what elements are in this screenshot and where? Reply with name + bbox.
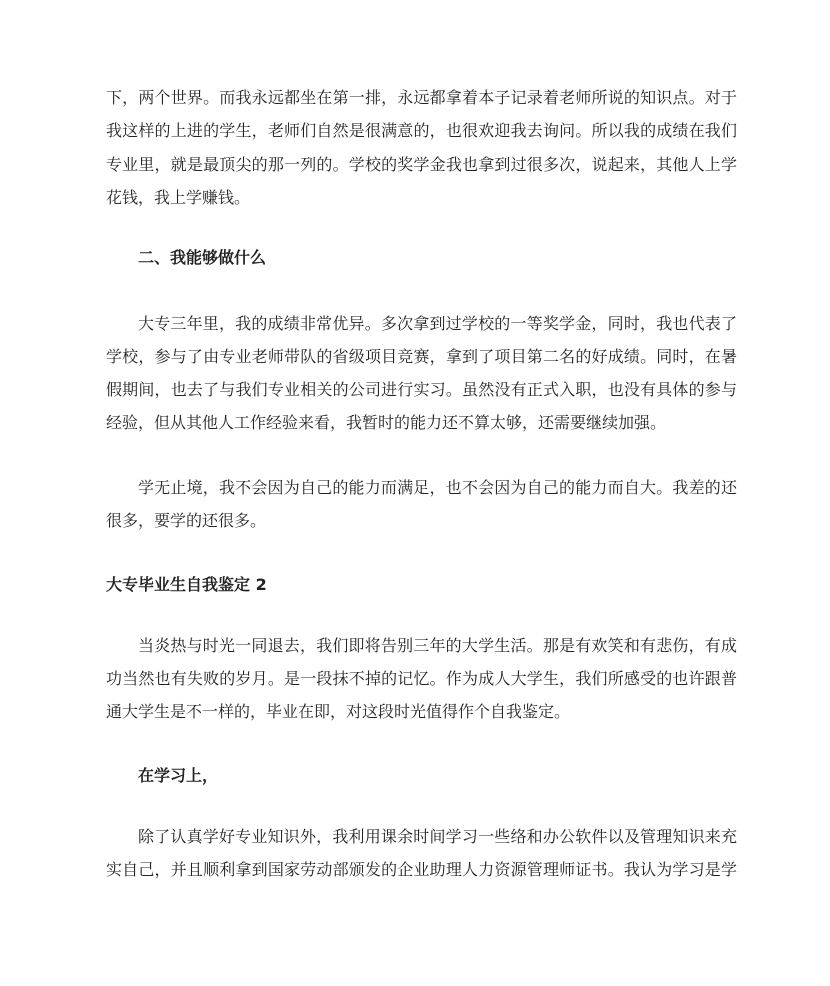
paragraph-line: 通大学生是不一样的，毕业在即，对这段时光值得作个自我鉴定。 xyxy=(106,702,571,721)
paragraph-line: 功当然也有失败的岁月。是一段抹不掉的记忆。作为成人大学生，我们所感受的也许跟普 xyxy=(106,669,737,688)
paragraph-line: 下，两个世界。而我永远都坐在第一排，永远都拿着本子记录着老师所说的知识点。对于 xyxy=(106,88,737,107)
section-heading: 在学习上， xyxy=(138,766,219,785)
paragraph-line: 当炎热与时光一同退去，我们即将告别三年的大学生活。那是有欢笑和有悲伤，有成 xyxy=(138,636,737,655)
paragraph-line: 经验，但从其他人工作经验来看，我暂时的能力还不算太够，还需要继续加强。 xyxy=(106,413,667,432)
paragraph-line: 大专三年里，我的成绩非常优异。多次拿到过学校的一等奖学金，同时，我也代表了 xyxy=(138,314,737,333)
paragraph-line: 实自己，并且顺利拿到国家劳动部颁发的企业助理人力资源管理师证书。我认为学习是学 xyxy=(106,860,737,879)
paragraph-line: 专业里，就是最顶尖的那一列的。学校的奖学金我也拿到过很多次，说起来，其他人上学 xyxy=(106,155,737,174)
paragraph-line: 学无止境，我不会因为自己的能力而满足，也不会因为自己的能力而自大。我差的还 xyxy=(138,478,737,497)
paragraph-line: 除了认真学好专业知识外，我利用课余时间学习一些络和办公软件以及管理知识来充 xyxy=(138,827,737,846)
document-heading: 大专毕业生自我鉴定 2 xyxy=(106,575,267,594)
paragraph-line: 花钱，我上学赚钱。 xyxy=(106,188,251,207)
paragraph-line: 假期间，也去了与我们专业相关的公司进行实习。虽然没有正式入职，也没有具体的参与 xyxy=(106,380,737,399)
paragraph-line: 我这样的上进的学生，老师们自然是很满意的，也很欢迎我去询问。所以我的成绩在我们 xyxy=(106,121,737,140)
section-heading: 二、我能够做什么 xyxy=(138,248,267,267)
paragraph-line: 学校，参与了由专业老师带队的省级项目竞赛，拿到了项目第二名的好成绩。同时，在暑 xyxy=(106,347,737,366)
paragraph-line: 很多，要学的还很多。 xyxy=(106,511,267,530)
